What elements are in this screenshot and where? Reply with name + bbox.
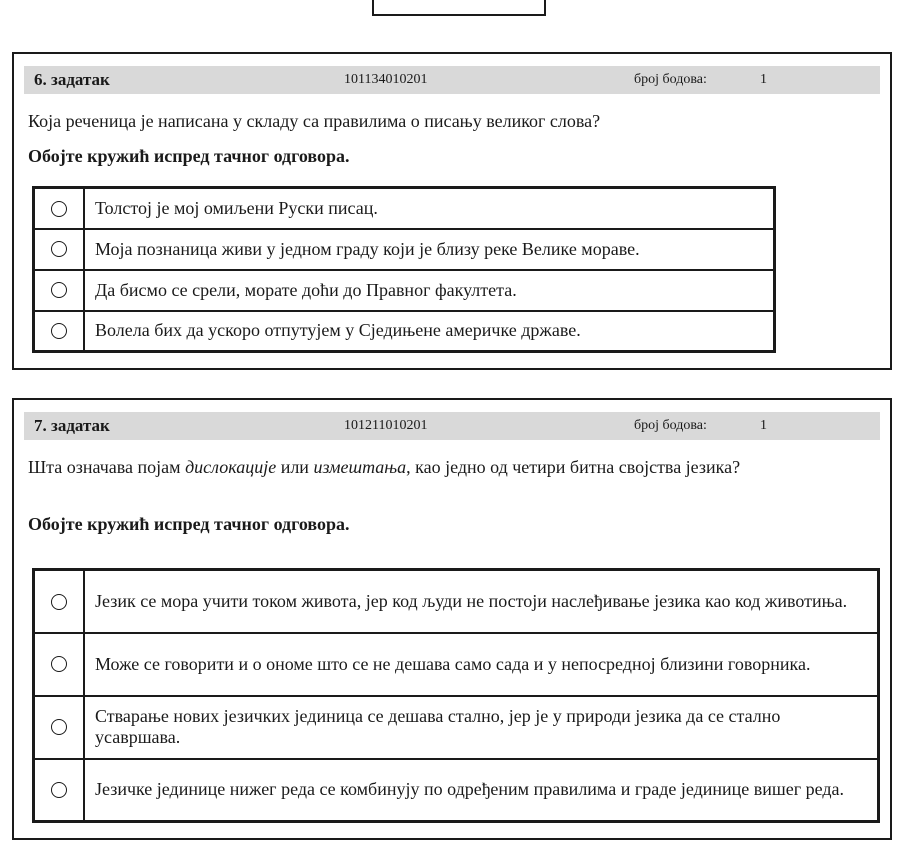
radio-cell [34,311,85,352]
answer-text: Језичке јединице нижег реда се комбинују по одређеним правилима и граде јединице вишег реда. [84,759,879,822]
instruction-text: Обојте кружић испред тачног одговора. [28,514,350,534]
radio-cell [34,229,85,270]
radio-cell [34,633,85,696]
task-title: 6. задатак [34,70,110,89]
task-title: 7. задатак [34,416,110,435]
radio-cell [34,270,85,311]
radio-cell [34,188,85,229]
answer-text: Може се говорити и о ономе што се не дешава само сада и у непосредној близини говорника. [84,633,879,696]
answer-option [34,270,775,311]
answer-text: Толстој је мој омиљени Руски писац. [84,188,775,229]
task-6-card [12,52,892,370]
question-text [28,456,828,478]
answer-option [34,229,775,270]
answer-radio-b[interactable] [51,656,67,672]
answer-text: Моја познаница живи у једном граду који је близу реке Велике мораве. [84,229,775,270]
task-code: 101134010201 [344,72,428,87]
radio-cell [34,570,85,633]
answer-text: Волела бих да ускоро отпутујем у Сједињене америчке државе. [84,311,775,352]
answer-option [34,188,775,229]
radio-cell [34,759,85,822]
answer-radio-a[interactable] [51,594,67,610]
question-part: Шта означава појам [28,457,186,477]
answer-radio-b[interactable] [51,241,67,257]
question-term: дислокације [185,457,277,477]
task-header [24,412,880,440]
points-value: 1 [760,72,767,87]
answer-options-table [32,186,776,353]
answer-radio-c[interactable] [51,282,67,298]
answer-text: Да бисмо се срели, морате доћи до Правног факултета. [84,270,775,311]
answer-option [34,696,879,759]
question-text: Која реченица је написана у складу са правилима о писању великог слова? [28,111,601,131]
points-value: 1 [760,418,767,433]
question-term: измештања [313,457,407,477]
answer-options-table [32,568,880,823]
answer-option [34,759,879,822]
points-label: број бодова: [634,72,707,87]
answer-text: Стварање нових језичких јединица се дешава стално, јер је у природи језика да се стално усавршава. [84,696,879,759]
instruction-text: Обојте кружић испред тачног одговора. [28,146,350,166]
task-header [24,66,880,94]
answer-radio-c[interactable] [51,719,67,735]
radio-cell [34,696,85,759]
answer-radio-d[interactable] [51,782,67,798]
answer-text: Језик се мора учити током живота, јер код људи не постоји наслеђивање језика као код животиња. [84,570,879,633]
question-part: , као једно од четири битна својства језика? [406,457,741,477]
points-label: број бодова: [634,418,707,433]
answer-radio-a[interactable] [51,201,67,217]
task-7-card [12,398,892,840]
answer-option [34,570,879,633]
task-code: 101211010201 [344,418,428,433]
top-answer-box [372,0,546,16]
answer-radio-d[interactable] [51,323,67,339]
question-part: или [276,457,314,477]
answer-option [34,633,879,696]
answer-option [34,311,775,352]
